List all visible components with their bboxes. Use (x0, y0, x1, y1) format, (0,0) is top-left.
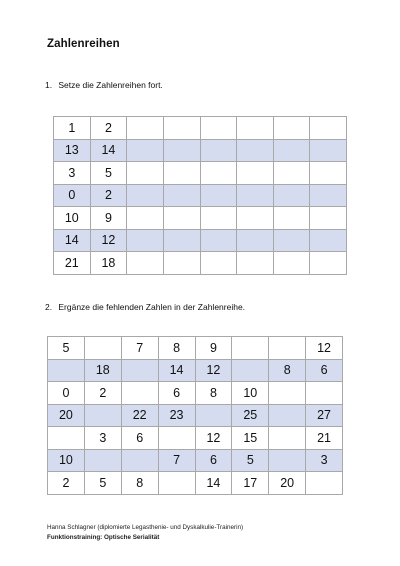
page-title: Zahlenreihen (47, 38, 120, 50)
empty-cell[interactable] (273, 139, 310, 162)
number-cell: 21 (54, 252, 91, 275)
empty-cell[interactable] (269, 382, 306, 405)
empty-cell[interactable] (200, 229, 237, 252)
empty-cell[interactable] (48, 427, 85, 450)
empty-cell[interactable] (237, 117, 274, 140)
empty-cell[interactable] (200, 184, 237, 207)
empty-cell[interactable] (84, 404, 121, 427)
empty-cell[interactable] (310, 162, 347, 185)
empty-cell[interactable] (310, 207, 347, 230)
number-cell: 10 (232, 382, 269, 405)
number-cell: 18 (84, 359, 121, 382)
empty-cell[interactable] (273, 184, 310, 207)
empty-cell[interactable] (127, 162, 164, 185)
empty-cell[interactable] (121, 359, 158, 382)
table-row (48, 337, 343, 360)
empty-cell[interactable] (310, 229, 347, 252)
empty-cell[interactable] (306, 382, 343, 405)
empty-cell[interactable] (163, 139, 200, 162)
number-cell: 10 (54, 207, 91, 230)
table-row (54, 229, 347, 252)
empty-cell[interactable] (84, 337, 121, 360)
number-cell: 14 (90, 139, 127, 162)
empty-cell[interactable] (121, 449, 158, 472)
empty-cell[interactable] (273, 162, 310, 185)
number-cell: 23 (158, 404, 195, 427)
empty-cell[interactable] (237, 139, 274, 162)
table-row (54, 162, 347, 185)
empty-cell[interactable] (237, 184, 274, 207)
number-cell: 2 (90, 184, 127, 207)
task-2-instruction (45, 302, 245, 312)
number-cell: 3 (306, 449, 343, 472)
empty-cell[interactable] (269, 449, 306, 472)
number-cell: 18 (90, 252, 127, 275)
footer-author: Hanna Schlagner (diplomierte Legasthenie- und Dyskalkulie-Trainerin) (47, 524, 244, 531)
task-1-number: 1. (45, 80, 53, 90)
number-cell: 8 (158, 337, 195, 360)
empty-cell[interactable] (200, 162, 237, 185)
number-cell: 12 (90, 229, 127, 252)
empty-cell[interactable] (127, 229, 164, 252)
empty-cell[interactable] (163, 229, 200, 252)
number-cell: 5 (84, 472, 121, 495)
number-cell: 21 (306, 427, 343, 450)
table-row (48, 449, 343, 472)
empty-cell[interactable] (195, 404, 232, 427)
number-cell: 14 (54, 229, 91, 252)
empty-cell[interactable] (237, 252, 274, 275)
table-row (48, 404, 343, 427)
empty-cell[interactable] (158, 472, 195, 495)
number-cell: 8 (121, 472, 158, 495)
number-cell: 25 (232, 404, 269, 427)
empty-cell[interactable] (127, 184, 164, 207)
empty-cell[interactable] (273, 117, 310, 140)
number-cell: 1 (54, 117, 91, 140)
empty-cell[interactable] (163, 184, 200, 207)
number-cell: 8 (195, 382, 232, 405)
empty-cell[interactable] (200, 117, 237, 140)
empty-cell[interactable] (273, 252, 310, 275)
number-cell: 2 (84, 382, 121, 405)
number-cell: 14 (158, 359, 195, 382)
number-cell: 6 (121, 427, 158, 450)
task-2-text: Ergänze die fehlenden Zahlen in der Zahlenreihe. (58, 302, 246, 312)
number-cell: 6 (195, 449, 232, 472)
task-1-text: Setze die Zahlenreihen fort. (58, 80, 163, 90)
empty-cell[interactable] (158, 427, 195, 450)
number-cell: 5 (48, 337, 85, 360)
number-cell: 0 (48, 382, 85, 405)
empty-cell[interactable] (163, 207, 200, 230)
number-cell: 3 (84, 427, 121, 450)
empty-cell[interactable] (48, 359, 85, 382)
number-cell: 5 (90, 162, 127, 185)
table-row (48, 427, 343, 450)
empty-cell[interactable] (163, 252, 200, 275)
empty-cell[interactable] (200, 139, 237, 162)
table-row (54, 139, 347, 162)
empty-cell[interactable] (306, 472, 343, 495)
number-cell: 15 (232, 427, 269, 450)
table-row (48, 472, 343, 495)
number-cell: 12 (195, 359, 232, 382)
number-cell: 14 (195, 472, 232, 495)
number-cell: 20 (269, 472, 306, 495)
number-cell: 10 (48, 449, 85, 472)
empty-cell[interactable] (269, 404, 306, 427)
empty-cell[interactable] (232, 359, 269, 382)
task-2-number: 2. (45, 302, 53, 312)
number-cell: 2 (90, 117, 127, 140)
empty-cell[interactable] (127, 139, 164, 162)
number-cell: 17 (232, 472, 269, 495)
empty-cell[interactable] (269, 337, 306, 360)
number-cell: 0 (54, 184, 91, 207)
number-sequence-table-1 (53, 116, 347, 275)
empty-cell[interactable] (237, 162, 274, 185)
table-row (48, 382, 343, 405)
number-cell: 6 (158, 382, 195, 405)
empty-cell[interactable] (310, 252, 347, 275)
empty-cell[interactable] (310, 184, 347, 207)
number-cell: 2 (48, 472, 85, 495)
number-cell: 9 (195, 337, 232, 360)
empty-cell[interactable] (200, 252, 237, 275)
number-cell: 22 (121, 404, 158, 427)
table-row (54, 252, 347, 275)
table-row (54, 117, 347, 140)
number-cell: 27 (306, 404, 343, 427)
empty-cell[interactable] (310, 117, 347, 140)
task-1-instruction (45, 80, 163, 90)
empty-cell[interactable] (84, 449, 121, 472)
empty-cell[interactable] (127, 252, 164, 275)
number-cell: 6 (306, 359, 343, 382)
empty-cell[interactable] (163, 117, 200, 140)
number-cell: 9 (90, 207, 127, 230)
number-cell: 3 (54, 162, 91, 185)
empty-cell[interactable] (269, 427, 306, 450)
empty-cell[interactable] (273, 229, 310, 252)
empty-cell[interactable] (273, 207, 310, 230)
number-sequence-table-2 (47, 336, 343, 495)
empty-cell[interactable] (237, 229, 274, 252)
empty-cell[interactable] (310, 139, 347, 162)
number-cell: 13 (54, 139, 91, 162)
empty-cell[interactable] (127, 207, 164, 230)
table-row (54, 207, 347, 230)
empty-cell[interactable] (200, 207, 237, 230)
number-cell: 12 (195, 427, 232, 450)
number-cell: 5 (232, 449, 269, 472)
empty-cell[interactable] (237, 207, 274, 230)
table-row (54, 184, 347, 207)
number-cell: 7 (121, 337, 158, 360)
number-cell: 8 (269, 359, 306, 382)
footer-module: Funktionstraining: Optische Serialität (47, 534, 160, 541)
table-row (48, 359, 343, 382)
empty-cell[interactable] (121, 382, 158, 405)
number-cell: 20 (48, 404, 85, 427)
number-cell: 12 (306, 337, 343, 360)
empty-cell[interactable] (127, 117, 164, 140)
number-cell: 7 (158, 449, 195, 472)
empty-cell[interactable] (232, 337, 269, 360)
empty-cell[interactable] (163, 162, 200, 185)
